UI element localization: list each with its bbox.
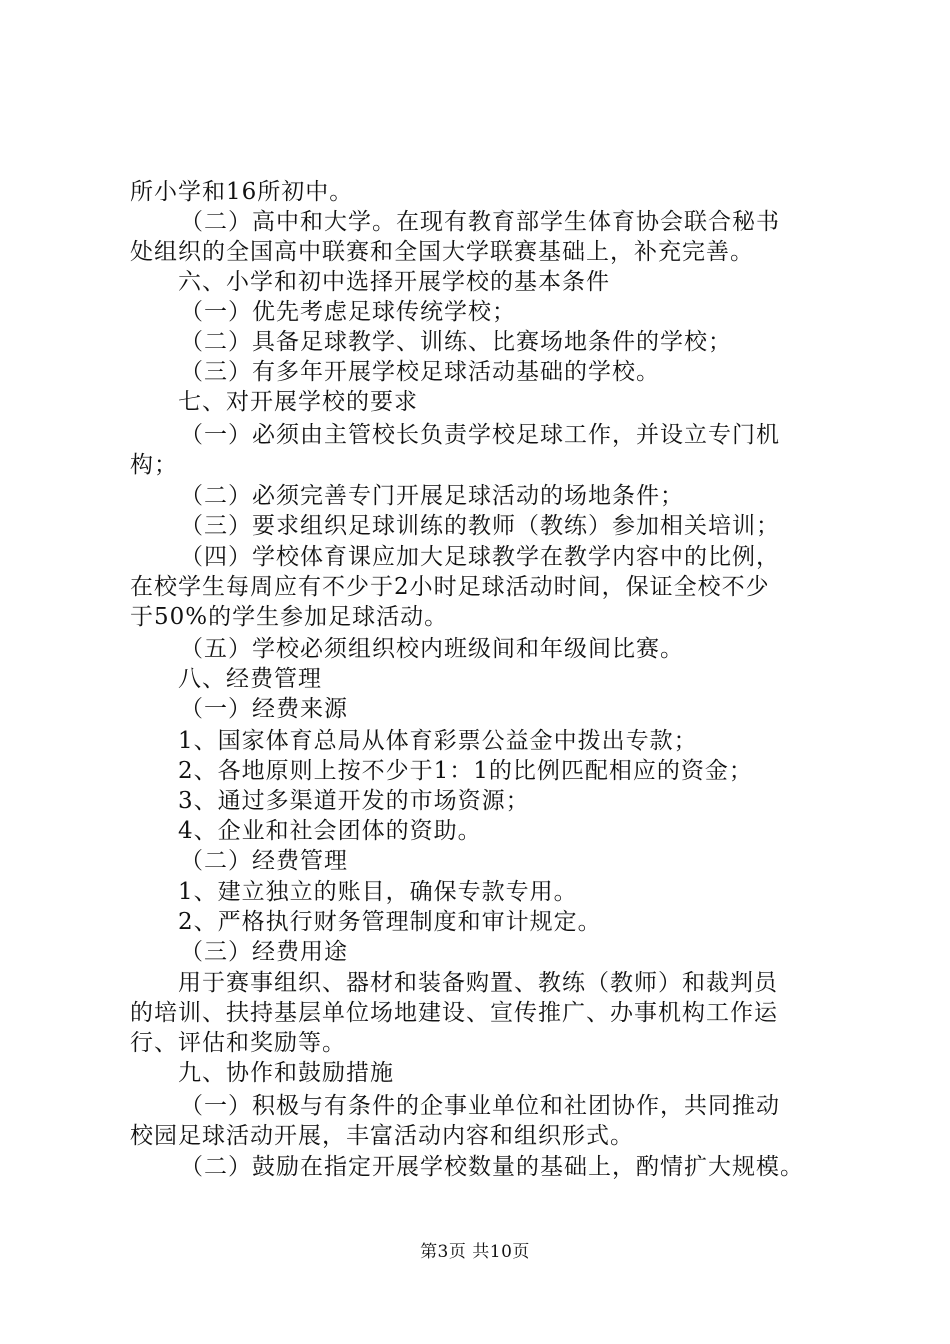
subsection-heading: （一）经费来源 (180, 696, 348, 722)
text-line: （四）学校体育课应加大足球教学在教学内容中的比例， (180, 544, 780, 570)
text-line: （二）鼓励在指定开展学校数量的基础上，酌情扩大规模。 (180, 1154, 804, 1180)
text-line: 用于赛事组织、器材和装备购置、教练（教师）和裁判员 (178, 970, 778, 996)
text-line: 1、国家体育总局从体育彩票公益金中拨出专款； (178, 728, 698, 754)
text-line: （一）积极与有条件的企事业单位和社团协作，共同推动 (180, 1093, 780, 1119)
section-heading: 七、对开展学校的要求 (178, 389, 418, 415)
text-line: 在校学生每周应有不少于2小时足球活动时间，保证全校不少 (130, 574, 770, 600)
text-line: （二）高中和大学。在现有教育部学生体育协会联合秘书 (180, 209, 780, 235)
text-line: （一）必须由主管校长负责学校足球工作，并设立专门机 (180, 422, 780, 448)
page-footer: 第3页 共10页 (420, 1242, 530, 1262)
subsection-heading: （二）经费管理 (180, 848, 348, 874)
section-heading: 八、经费管理 (178, 666, 322, 692)
text-line: 4、企业和社会团体的资助。 (178, 818, 482, 844)
text-line: 构； (130, 452, 178, 478)
text-line: （二）必须完善专门开展足球活动的场地条件； (180, 483, 684, 509)
text-line: （三）有多年开展学校足球活动基础的学校。 (180, 359, 660, 385)
subsection-heading: （三）经费用途 (180, 939, 348, 965)
text-line: （一）优先考虑足球传统学校； (180, 299, 516, 325)
text-line: 3、通过多渠道开发的市场资源； (178, 788, 530, 814)
text-line: （二）具备足球教学、训练、比赛场地条件的学校； (180, 329, 732, 355)
section-heading: 九、协作和鼓励措施 (178, 1060, 394, 1086)
text-line: 于50%的学生参加足球活动。 (130, 604, 449, 630)
text-line: 行、评估和奖励等。 (130, 1030, 346, 1056)
section-heading: 六、小学和初中选择开展学校的基本条件 (178, 269, 610, 295)
text-line: （五）学校必须组织校内班级间和年级间比赛。 (180, 636, 684, 662)
text-line: 处组织的全国高中联赛和全国大学联赛基础上，补充完善。 (130, 239, 754, 265)
text-line: （三）要求组织足球训练的教师（教练）参加相关培训； (180, 513, 780, 539)
text-line: 所小学和16所初中。 (130, 179, 354, 205)
text-line: 2、各地原则上按不少于1：1的比例匹配相应的资金； (178, 758, 753, 784)
text-line: 的培训、扶持基层单位场地建设、宣传推广、办事机构工作运 (130, 1000, 778, 1026)
text-line: 1、建立独立的账目，确保专款专用。 (178, 879, 578, 905)
text-line: 2、严格执行财务管理制度和审计规定。 (178, 909, 602, 935)
text-line: 校园足球活动开展，丰富活动内容和组织形式。 (130, 1123, 634, 1149)
